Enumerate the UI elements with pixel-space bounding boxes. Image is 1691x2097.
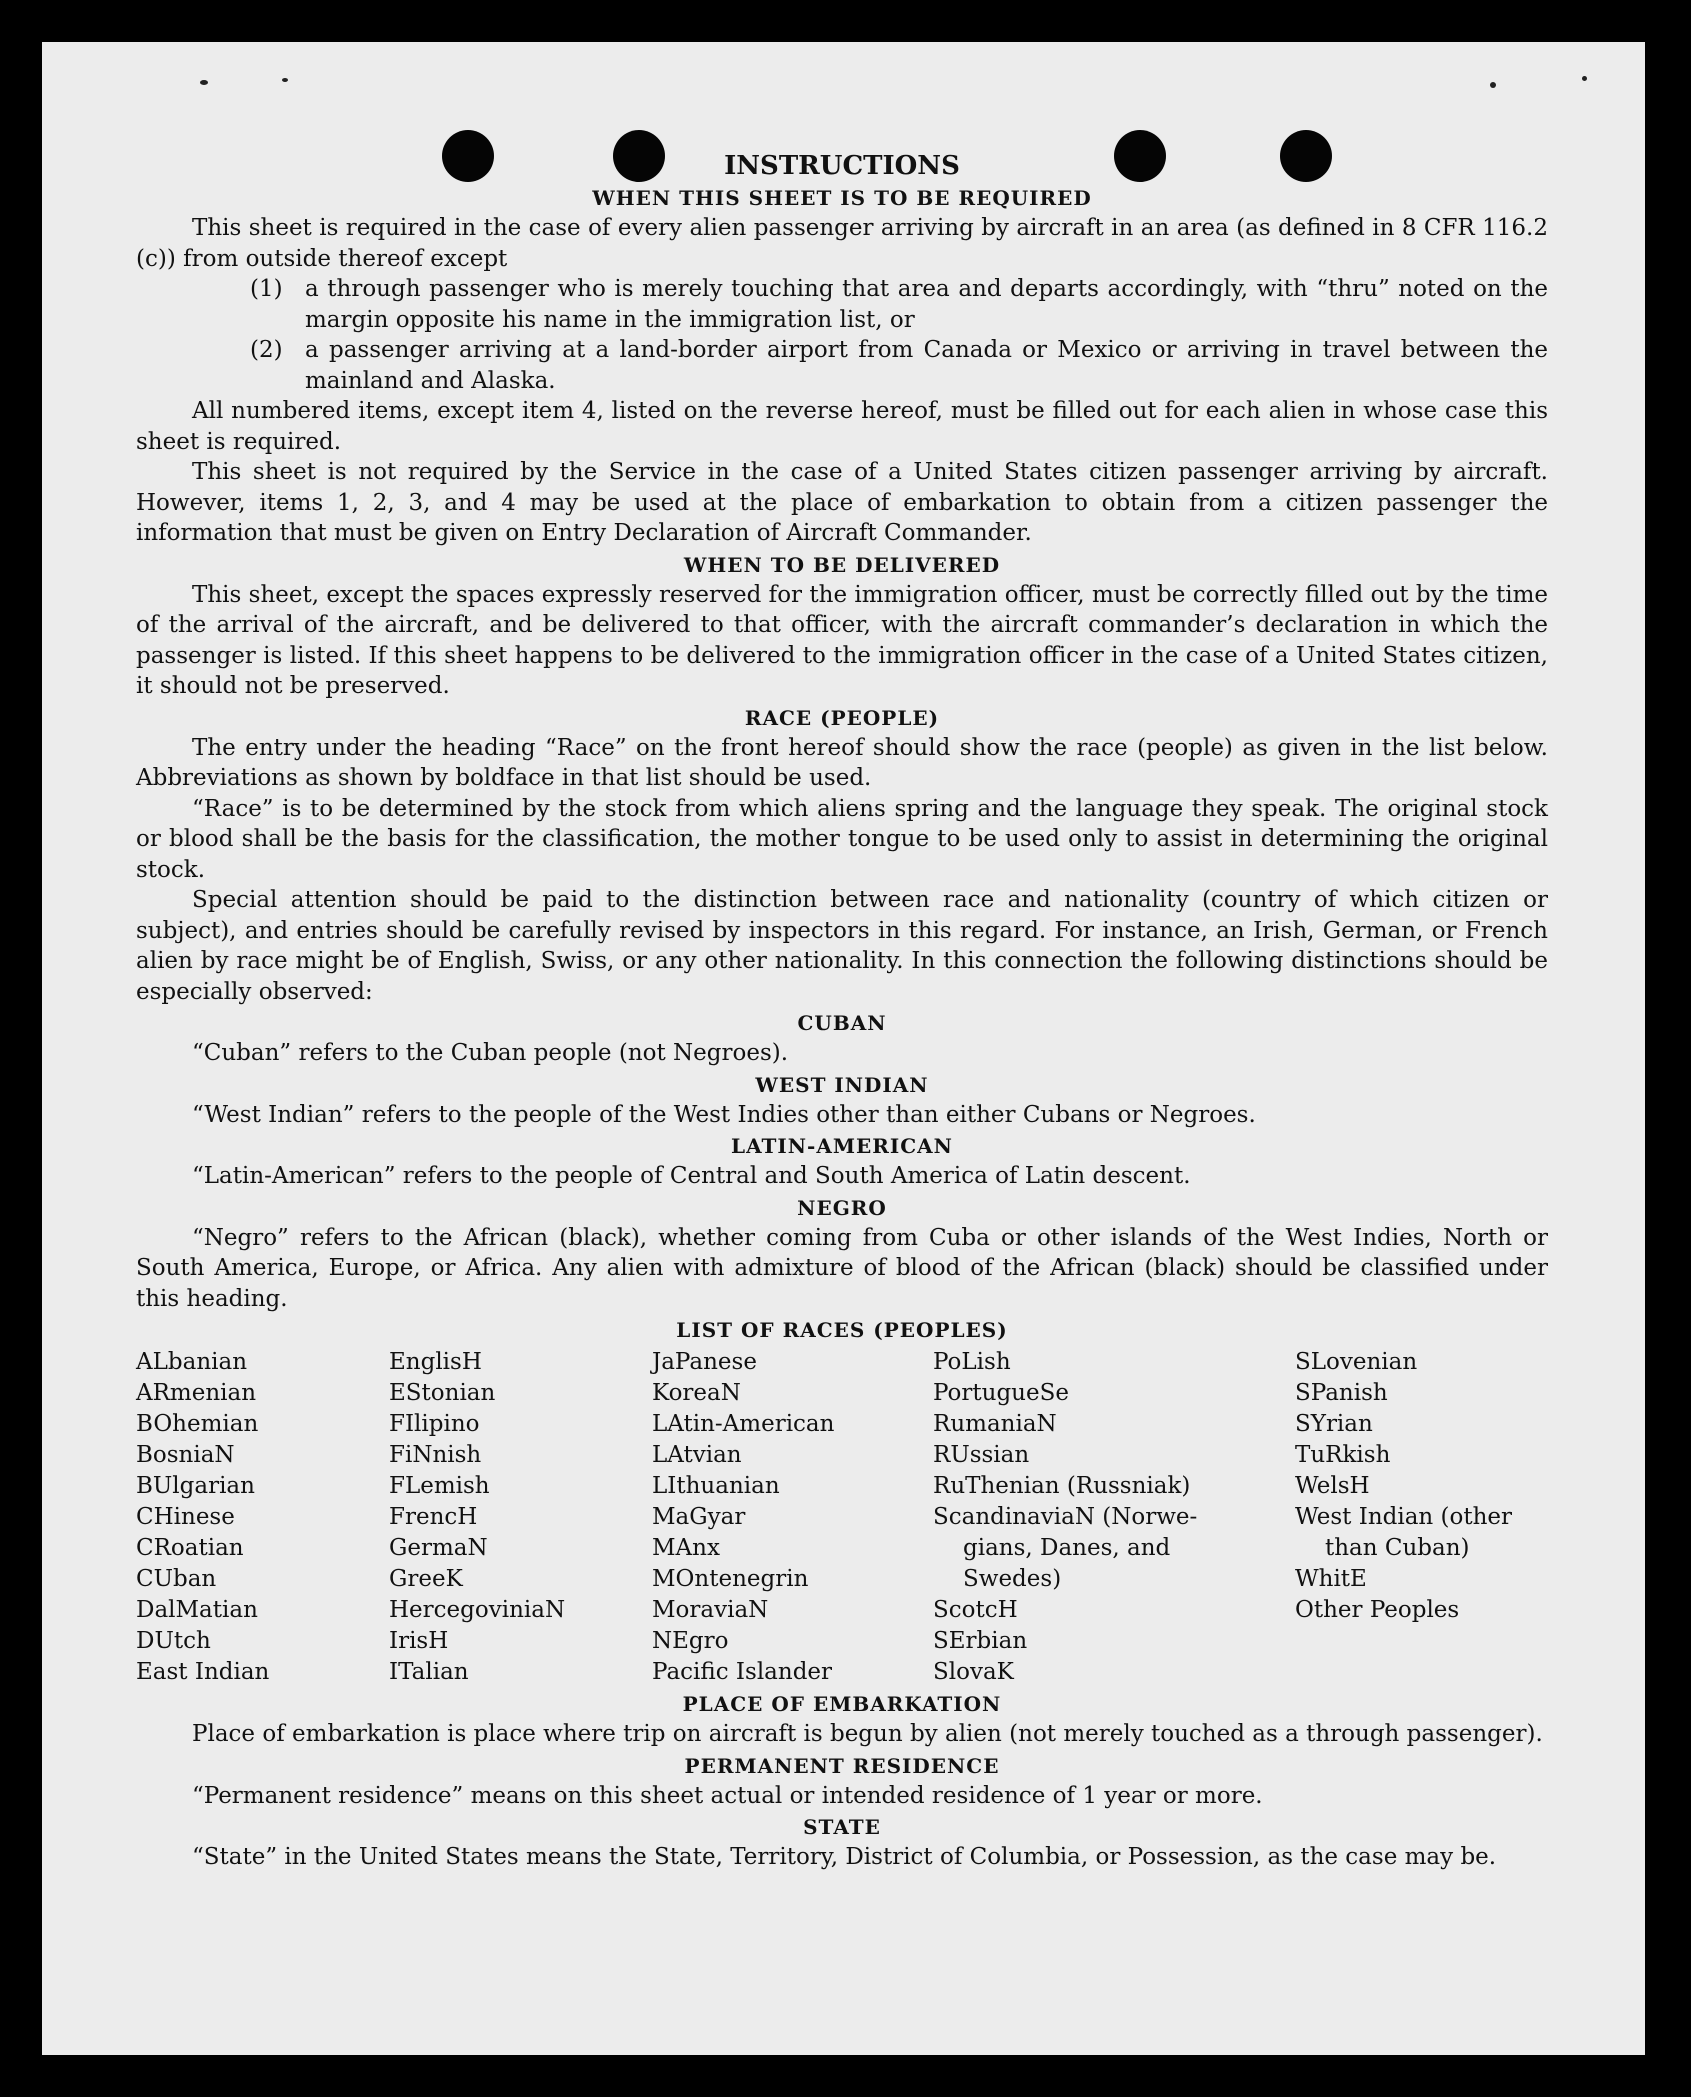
race-item: RuThenian (Russniak): [933, 1473, 1191, 1499]
section-heading: PLACE OF EMBARKATION: [682, 1692, 1002, 1716]
dust-speck: [1582, 76, 1587, 81]
dust-speck: [200, 80, 208, 85]
page-title: INSTRUCTIONS: [724, 151, 960, 181]
race-column: [1295, 1347, 1548, 1688]
race-column: [652, 1347, 933, 1688]
paragraph: “Race” is to be determined by the stock from which aliens spring and the language they speak. The original stock or blood shall be the basis for the classification, the mother tongue to be used only to assist in determining the original stock.: [136, 795, 1548, 883]
race-item: ScandinaviaN (Norwe-: [933, 1504, 1198, 1530]
item-number: (2): [250, 337, 283, 363]
item-number: (1): [250, 276, 283, 302]
race-item: Swedes): [963, 1566, 1062, 1592]
race-column: [933, 1347, 1295, 1688]
race-item: Other Peoples: [1295, 1597, 1460, 1623]
item-text: a through passenger who is merely touching that area and departs accordingly, with “thru” noted on the margin opposite his name in the immigration list, or: [305, 276, 1548, 333]
race-item: MAnx: [652, 1535, 720, 1561]
race-column: [389, 1347, 652, 1688]
race-item: Pacific Islander: [652, 1659, 833, 1685]
section-heading: LIST OF RACES (PEOPLES): [676, 1318, 1008, 1342]
race-item: SlovaK: [933, 1659, 1014, 1685]
race-item: ARmenian: [136, 1380, 257, 1406]
race-item: NEgro: [652, 1628, 729, 1654]
paragraph: “Permanent residence” means on this sheet actual or intended residence of 1 year or more.: [192, 1782, 1263, 1809]
race-item: GermaN: [389, 1535, 488, 1561]
dust-speck: [1490, 82, 1496, 88]
section-heading: STATE: [803, 1815, 881, 1839]
race-item: LAtin-American: [652, 1411, 835, 1437]
race-item: TuRkish: [1295, 1442, 1391, 1468]
race-column: [136, 1347, 389, 1688]
race-item: SPanish: [1295, 1380, 1388, 1406]
race-item: EnglisH: [389, 1349, 482, 1375]
race-item: CHinese: [136, 1504, 235, 1530]
race-item: MOntenegrin: [652, 1566, 809, 1592]
race-item: DUtch: [136, 1628, 211, 1654]
race-item: FLemish: [389, 1473, 490, 1499]
paragraph: Special attention should be paid to the distinction between race and nationality (country of which citizen or subject), and entries should be carefully revised by inspectors in this regard. For instance, an Irish, German, or French alien by race might be of English, Swiss, or any other nationality. In this connection the following distinctions should be especially observed:: [136, 887, 1548, 1005]
section-heading: LATIN-AMERICAN: [731, 1134, 953, 1158]
race-item: WelsH: [1295, 1473, 1370, 1499]
exception-item: [136, 335, 1548, 396]
race-item: JaPanese: [652, 1349, 757, 1375]
race-item: CRoatian: [136, 1535, 244, 1561]
race-item: FiNnish: [389, 1442, 482, 1468]
paragraph: “West Indian” refers to the people of the West Indies other than either Cubans or Negroes.: [192, 1101, 1256, 1128]
race-item: LAtvian: [652, 1442, 742, 1468]
race-item: KoreaN: [652, 1380, 741, 1406]
race-item: West Indian (other: [1295, 1504, 1513, 1530]
race-item: FIlipino: [389, 1411, 480, 1437]
race-item: ScotcH: [933, 1597, 1018, 1623]
paragraph: This sheet is not required by the Service in the case of a United States citizen passenger arriving by aircraft. However, items 1, 2, 3, and 4 may be used at the place of embarkation to obtain from a citizen passenger the information that must be given on Entry Declaration of Aircraft Commander.: [136, 459, 1548, 546]
race-item: GreeK: [389, 1566, 463, 1592]
exception-item: [136, 274, 1548, 335]
race-item: gians, Danes, and: [963, 1535, 1171, 1561]
race-item: HercegoviniaN: [389, 1597, 566, 1623]
race-item: FrencH: [389, 1504, 478, 1530]
paragraph: All numbered items, except item 4, listed on the reverse hereof, must be filled out for each alien in whose case this sheet is required.: [136, 398, 1548, 455]
race-item: WhitE: [1295, 1566, 1367, 1592]
item-text: a passenger arriving at a land-border airport from Canada or Mexico or arriving in travel between the mainland and Alaska.: [305, 337, 1548, 394]
race-item: SLovenian: [1295, 1349, 1418, 1375]
race-item: PortugueSe: [933, 1380, 1069, 1406]
race-item: IrisH: [389, 1628, 449, 1654]
paragraph: This sheet, except the spaces expressly reserved for the immigration officer, must be correctly filled out by the time of the arrival of the aircraft, and be delivered to that officer, with the aircraft commander’s declaration in which the passenger is listed. If this sheet happens to be delivered to the immigration officer in the case of a United States citizen, it should not be preserved.: [136, 581, 1548, 699]
race-item: ITalian: [389, 1659, 469, 1685]
race-item: BUlgarian: [136, 1473, 255, 1499]
race-item: RUssian: [933, 1442, 1030, 1468]
section-heading: WHEN THIS SHEET IS TO BE REQUIRED: [592, 186, 1092, 210]
race-item: SYrian: [1295, 1411, 1373, 1437]
section-heading: CUBAN: [797, 1011, 887, 1035]
race-item: MoraviaN: [652, 1597, 769, 1623]
paragraph: The entry under the heading “Race” on the front hereof should show the race (people) as given in the list below. Abbreviations as shown by boldface in that list should be used.: [136, 734, 1548, 791]
race-item: East Indian: [136, 1659, 270, 1685]
race-list: [136, 1347, 1548, 1688]
dust-speck: [282, 78, 288, 82]
race-item: RumaniaN: [933, 1411, 1057, 1437]
section-heading: WEST INDIAN: [755, 1072, 929, 1097]
race-item: BosniaN: [136, 1442, 235, 1468]
paragraph: “Cuban” refers to the Cuban people (not Negroes).: [192, 1040, 789, 1066]
section-heading: WHEN TO BE DELIVERED: [683, 552, 1001, 577]
race-item: MaGyar: [652, 1504, 746, 1530]
section-heading: RACE (PEOPLE): [744, 705, 940, 730]
race-item: EStonian: [389, 1380, 496, 1406]
paragraph: Place of embarkation is place where trip on aircraft is begun by alien (not merely touched as a through passenger).: [192, 1721, 1543, 1747]
race-item: CUban: [136, 1566, 217, 1592]
section-heading: PERMANENT RESIDENCE: [684, 1753, 1000, 1778]
paragraph: “State” in the United States means the State, Territory, District of Columbia, or Possession, as the case may be.: [192, 1844, 1497, 1870]
race-item: DalMatian: [136, 1597, 258, 1623]
paragraph: “Latin-American” refers to the people of Central and South America of Latin descent.: [192, 1163, 1191, 1189]
race-item: ALbanian: [136, 1349, 248, 1375]
race-item: BOhemian: [136, 1411, 259, 1437]
race-item: PoLish: [933, 1349, 1011, 1375]
instructions-body: [136, 150, 1548, 1873]
race-item: SErbian: [933, 1628, 1028, 1654]
race-item: LIthuanian: [652, 1473, 780, 1499]
paragraph: “Negro” refers to the African (black), whether coming from Cuba or other islands of the West Indies, North or South America, Europe, or Africa. Any alien with admixture of blood of the African (black) should be classified under this heading.: [136, 1224, 1548, 1312]
paragraph: This sheet is required in the case of every alien passenger arriving by aircraft in an area (as defined in 8 CFR 116.2 (c)) from outside thereof except: [136, 215, 1548, 272]
race-item: than Cuban): [1325, 1535, 1470, 1561]
section-heading: NEGRO: [797, 1195, 887, 1220]
